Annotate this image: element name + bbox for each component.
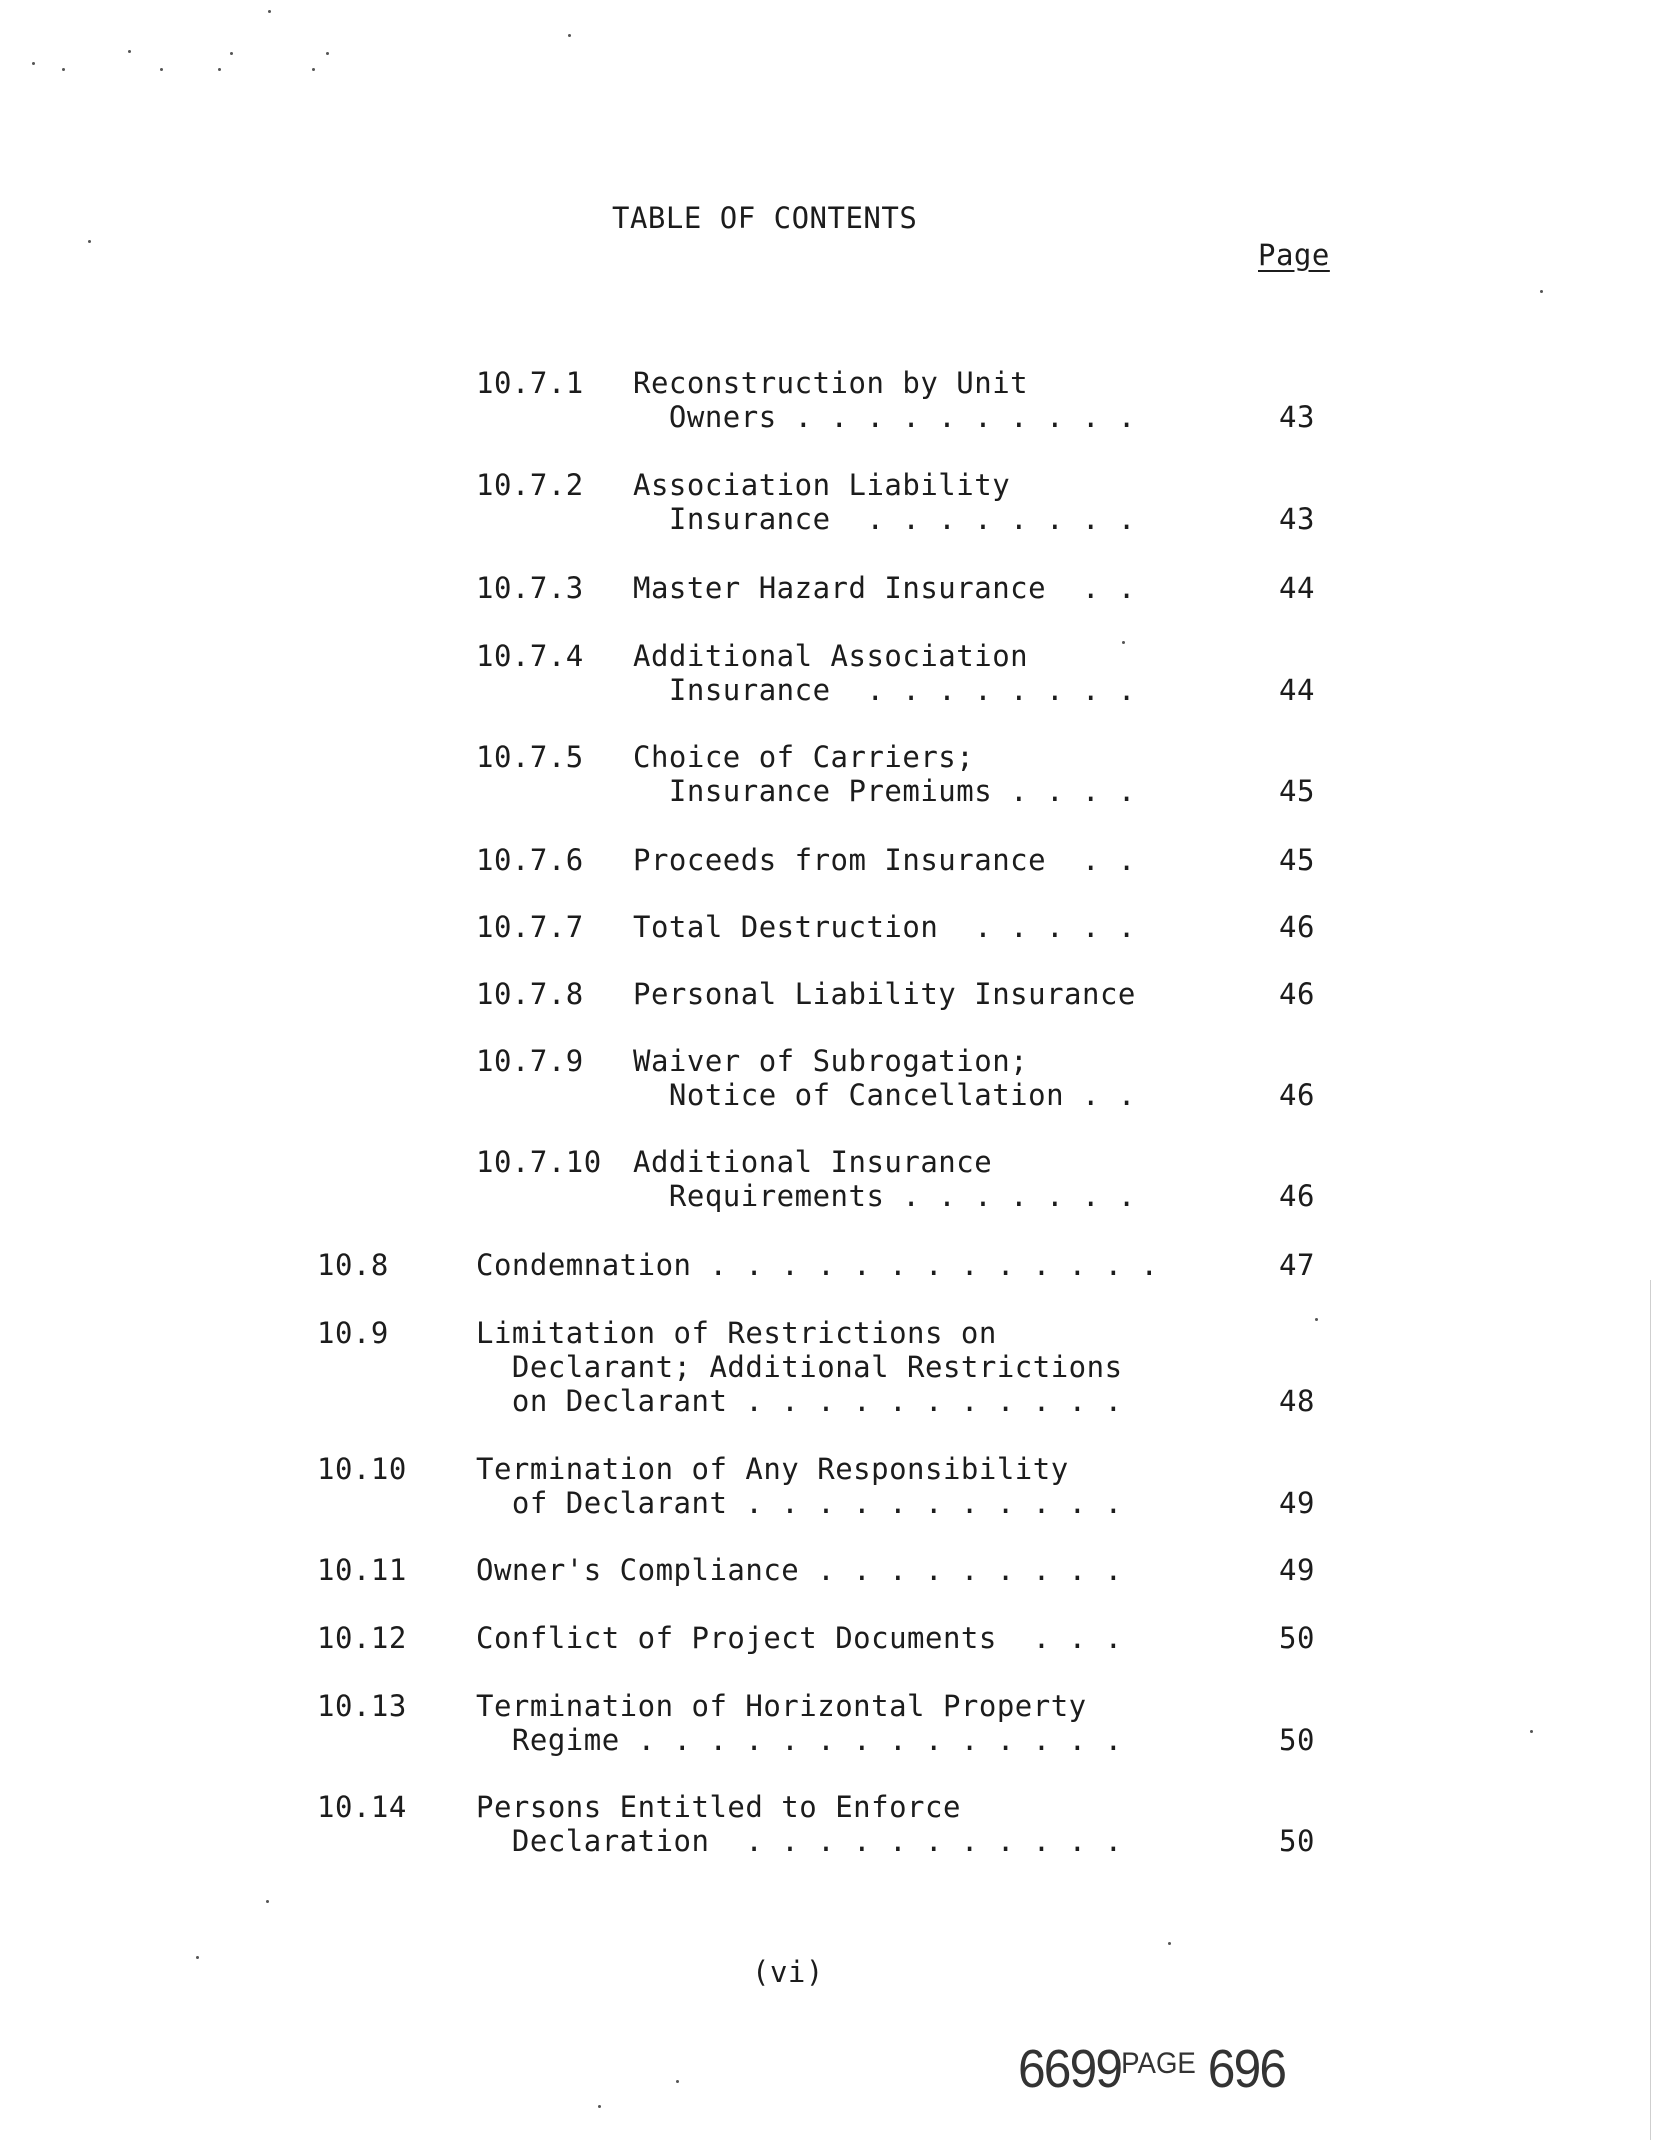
toc-entry-page: 43 bbox=[1279, 502, 1315, 536]
toc-entry-page: 44 bbox=[1279, 571, 1315, 605]
footer-page-number: (vi) bbox=[752, 1955, 824, 1989]
recording-stamp bbox=[1018, 2034, 1285, 2099]
toc-entry-number: 10.7.2 bbox=[476, 468, 584, 502]
toc-entry-number: 10.7.7 bbox=[476, 910, 584, 944]
toc-entry-page: 47 bbox=[1279, 1248, 1315, 1282]
toc-entry-page: 45 bbox=[1279, 774, 1315, 808]
toc-entry-number: 10.9 bbox=[317, 1316, 389, 1350]
toc-entry-line: Insurance . . . . . . . . bbox=[633, 673, 1136, 707]
toc-entry-number: 10.14 bbox=[317, 1790, 407, 1824]
toc-entry-line: Limitation of Restrictions on bbox=[476, 1316, 997, 1350]
toc-entry-page: 50 bbox=[1279, 1621, 1315, 1655]
toc-entry-line: on Declarant . . . . . . . . . . . bbox=[476, 1384, 1123, 1418]
toc-entry-line: Termination of Any Responsibility bbox=[476, 1452, 1069, 1486]
page-column-header: Page bbox=[1258, 238, 1330, 272]
toc-entry-page: 45 bbox=[1279, 843, 1315, 877]
toc-entry-line: Declaration . . . . . . . . . . . bbox=[476, 1824, 1123, 1858]
toc-entry-number: 10.7.8 bbox=[476, 977, 584, 1011]
toc-entry-number: 10.7.4 bbox=[476, 639, 584, 673]
toc-entry-number: 10.7.9 bbox=[476, 1044, 584, 1078]
toc-entry-page: 44 bbox=[1279, 673, 1315, 707]
toc-entry-number: 10.7.3 bbox=[476, 571, 584, 605]
scan-edge-line bbox=[1650, 1280, 1651, 2140]
toc-entry-line: Reconstruction by Unit bbox=[633, 366, 1029, 400]
toc-entry-line: Master Hazard Insurance . . bbox=[633, 571, 1136, 605]
toc-entry-line: Insurance . . . . . . . . bbox=[633, 502, 1136, 536]
toc-entry-line: Notice of Cancellation . . bbox=[633, 1078, 1136, 1112]
toc-entry-page: 50 bbox=[1279, 1723, 1315, 1757]
toc-entry-line: Condemnation . . . . . . . . . . . . . bbox=[476, 1248, 1159, 1282]
toc-entry-line: of Declarant . . . . . . . . . . . bbox=[476, 1486, 1123, 1520]
toc-entry-number: 10.12 bbox=[317, 1621, 407, 1655]
toc-entry-page: 43 bbox=[1279, 400, 1315, 434]
toc-entry-line: Additional Association bbox=[633, 639, 1029, 673]
toc-entry-page: 49 bbox=[1279, 1553, 1315, 1587]
stamp-page: 696 bbox=[1207, 2039, 1286, 2099]
toc-entry-line: Declarant; Additional Restrictions bbox=[476, 1350, 1123, 1384]
toc-entry-number: 10.7.6 bbox=[476, 843, 584, 877]
toc-entry-page: 46 bbox=[1279, 910, 1315, 944]
toc-entry-line: Regime . . . . . . . . . . . . . . bbox=[476, 1723, 1123, 1757]
toc-entry-number: 10.7.5 bbox=[476, 740, 584, 774]
stamp-label: PAGE bbox=[1121, 2047, 1196, 2080]
toc-entry-line: Owners . . . . . . . . . . bbox=[633, 400, 1136, 434]
toc-entry-page: 46 bbox=[1279, 1179, 1315, 1213]
toc-entry-number: 10.11 bbox=[317, 1553, 407, 1587]
toc-entry-page: 49 bbox=[1279, 1486, 1315, 1520]
toc-entry-number: 10.7.1 bbox=[476, 366, 584, 400]
toc-entry-number: 10.7.10 bbox=[476, 1145, 602, 1179]
toc-entry-number: 10.13 bbox=[317, 1689, 407, 1723]
stamp-book: 6699 bbox=[1018, 2039, 1122, 2099]
toc-entry-line: Conflict of Project Documents . . . bbox=[476, 1621, 1123, 1655]
toc-entry-page: 48 bbox=[1279, 1384, 1315, 1418]
toc-entry-line: Insurance Premiums . . . . bbox=[633, 774, 1136, 808]
toc-entry-number: 10.10 bbox=[317, 1452, 407, 1486]
toc-entry-line: Persons Entitled to Enforce bbox=[476, 1790, 961, 1824]
toc-entry-line: Association Liability bbox=[633, 468, 1011, 502]
toc-entry-line: Waiver of Subrogation; bbox=[633, 1044, 1029, 1078]
toc-entry-line: Additional Insurance bbox=[633, 1145, 993, 1179]
toc-entry-page: 50 bbox=[1279, 1824, 1315, 1858]
toc-entry-page: 46 bbox=[1279, 977, 1315, 1011]
toc-entry-line: Termination of Horizontal Property bbox=[476, 1689, 1087, 1723]
toc-title: TABLE OF CONTENTS bbox=[612, 201, 918, 235]
toc-entry-number: 10.8 bbox=[317, 1248, 389, 1282]
toc-entry-line: Proceeds from Insurance . . bbox=[633, 843, 1136, 877]
toc-entry-line: Personal Liability Insurance bbox=[633, 977, 1136, 1011]
toc-entry-line: Owner's Compliance . . . . . . . . . bbox=[476, 1553, 1123, 1587]
toc-entry-line: Total Destruction . . . . . bbox=[633, 910, 1136, 944]
toc-entry-line: Choice of Carriers; bbox=[633, 740, 975, 774]
toc-entry-page: 46 bbox=[1279, 1078, 1315, 1112]
toc-entry-line: Requirements . . . . . . . bbox=[633, 1179, 1136, 1213]
